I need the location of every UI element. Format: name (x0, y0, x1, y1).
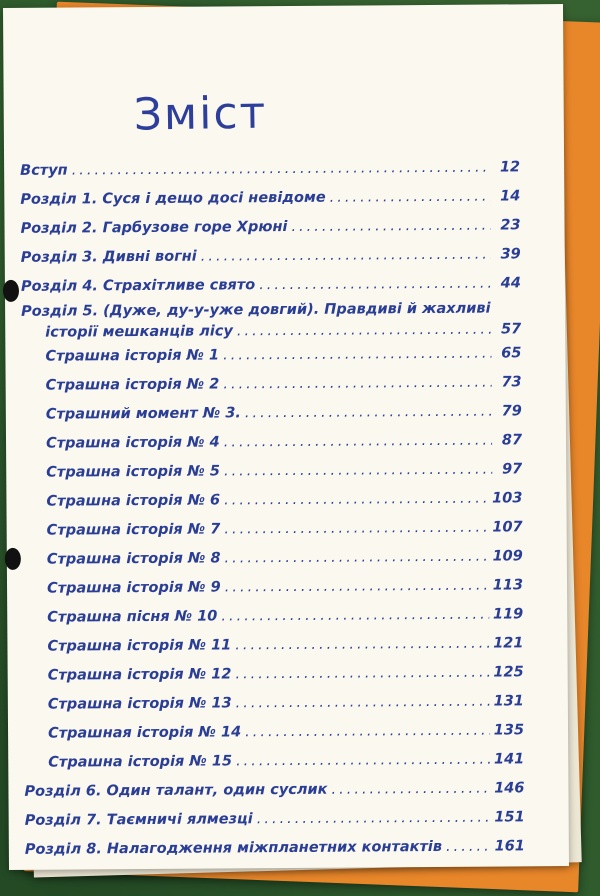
toc-entry-label: Страшна історія № 8 (46, 550, 221, 568)
toc-entry-chapter-2[interactable] (20, 217, 520, 242)
toc-entry-moment-3[interactable] (46, 403, 522, 428)
toc-entry-page: 79 (501, 403, 522, 420)
dot-leader (291, 218, 490, 235)
toc-entry-page: 141 (493, 751, 525, 768)
toc-entry-page: 103 (492, 490, 523, 507)
toc-entry-story-13[interactable] (48, 693, 524, 718)
toc-entry-label: Страшна історія № 5 (46, 463, 220, 481)
binder-hole-bottom (5, 548, 21, 570)
toc-entry-chapter-6[interactable] (24, 780, 524, 805)
dot-leader (223, 375, 491, 393)
toc-entry-label: Страшна пісня № 10 (47, 608, 218, 626)
page-title: Зміст (133, 87, 268, 141)
dot-leader (259, 276, 491, 294)
dot-leader (224, 462, 492, 480)
dot-leader (72, 160, 491, 179)
dot-leader (201, 247, 491, 265)
binder-hole-top (3, 280, 19, 302)
toc-entry-page: 107 (492, 519, 523, 536)
toc-entry-page: 146 (494, 780, 525, 797)
toc-entry-label: Розділ 4. Страхітливе свято (20, 277, 256, 295)
toc-entry-label: Страшна історія № 11 (47, 637, 232, 655)
toc-entry-page: 109 (492, 548, 523, 565)
toc-entry-story-5[interactable] (46, 461, 522, 486)
dot-leader (237, 322, 491, 340)
toc-entry-label: Розділ 3. Дивні вогні (20, 248, 197, 266)
toc-entry-page: 135 (493, 722, 525, 739)
toc-entry-page: 121 (493, 635, 524, 652)
toc-entry-page: 65 (501, 345, 522, 362)
toc-entry-chapter-3[interactable] (21, 246, 521, 271)
toc-entry-story-14[interactable] (48, 722, 524, 747)
dot-leader (235, 665, 489, 683)
dot-leader (224, 491, 488, 509)
toc-entry-page: 57 (501, 321, 522, 338)
toc-entry-story-6[interactable] (46, 490, 522, 515)
dot-leader (224, 549, 488, 567)
toc-entry-chapter-1[interactable] (20, 188, 520, 213)
toc-entry-label: Страшна історія № 4 (45, 434, 220, 452)
toc-entry-page: 125 (493, 664, 524, 681)
dot-leader (446, 839, 491, 855)
dot-leader (225, 578, 489, 596)
toc-entry-page: 87 (501, 432, 523, 449)
toc-entry-label: Розділ 6. Один талант, один суслик (24, 781, 328, 800)
toc-entry-label: Страшна історія № 13 (47, 695, 232, 713)
dot-leader (223, 346, 491, 364)
dot-leader (224, 433, 492, 451)
toc-entry-page: 161 (494, 838, 525, 855)
dot-leader (257, 810, 491, 828)
toc-entry-story-7[interactable] (47, 519, 523, 544)
toc-entry-page: 113 (492, 577, 524, 594)
toc-entry-page: 119 (492, 606, 524, 623)
toc-entry-label: Страшний момент № 3. (45, 405, 241, 423)
toc-entry-label: Вступ (20, 162, 68, 179)
toc-entry-chapter-4[interactable] (21, 275, 521, 300)
toc-entry-song-10[interactable] (47, 606, 523, 631)
toc-entry-story-1[interactable] (45, 345, 521, 370)
toc-entry-story-4[interactable] (46, 432, 522, 457)
toc-entry-story-8[interactable] (47, 548, 523, 573)
toc-entry-chapter-8[interactable] (25, 838, 525, 863)
toc-entry-page: 44 (500, 275, 521, 292)
toc-entry-label: Страшна історія № 9 (46, 579, 221, 597)
toc-entry-label: Страшна історія № 12 (47, 666, 232, 684)
dot-leader (245, 723, 490, 741)
dot-leader (330, 189, 491, 206)
toc-entry-page: 131 (493, 693, 524, 710)
toc-entry-label: Страшна історія № 7 (46, 521, 221, 539)
toc-entry-label: Страшна історія № 15 (48, 753, 233, 771)
toc-entry-label-continued: історії мешканців лісу (45, 323, 233, 341)
toc-entry-story-12[interactable] (48, 664, 524, 689)
toc-entry-page: 39 (500, 246, 521, 263)
toc-entry-story-11[interactable] (47, 635, 523, 660)
toc-entry-chapter-7[interactable] (25, 809, 525, 834)
toc-entry-story-2[interactable] (46, 374, 522, 399)
toc-entry-story-9[interactable] (47, 577, 523, 602)
toc-entry-intro[interactable] (20, 159, 520, 184)
toc-entry-page: 151 (494, 809, 525, 826)
toc-entry-page: 23 (500, 217, 521, 234)
toc-entry-label: Страшна історія № 6 (46, 492, 221, 510)
dot-leader (235, 636, 489, 654)
toc-entry-label: Страшна історія № 2 (45, 376, 220, 394)
dot-leader (236, 752, 490, 770)
toc-entry-label: Страшная історія № 14 (48, 724, 242, 742)
contents-page (3, 4, 569, 870)
toc-entry-label: Страшна історія № 1 (45, 347, 220, 365)
toc-entry-label: Розділ 2. Гарбузове горе Хрюні (20, 218, 288, 237)
toc-entry-label: Розділ 8. Налагодження міжпланетних контактів (24, 838, 443, 858)
toc-entry-label: Розділ 1. Суся і дещо досі невідоме (20, 189, 326, 208)
dot-leader (331, 781, 490, 798)
dot-leader (245, 404, 492, 422)
dot-leader (236, 694, 490, 712)
toc-entry-page: 73 (501, 374, 522, 391)
toc-entry-story-15[interactable] (48, 751, 524, 776)
table-of-contents (20, 159, 525, 858)
toc-entry-chapter-5[interactable] (45, 321, 521, 346)
dot-leader (221, 607, 489, 625)
dot-leader (224, 520, 488, 538)
toc-entry-label: Розділ 7. Таємничі ялмезці (24, 811, 253, 829)
toc-entry-page: 97 (501, 461, 523, 478)
toc-entry-page: 12 (499, 159, 521, 176)
toc-entry-page: 14 (500, 188, 521, 205)
toc-entry-label: Розділ 5. (Дуже, ду-у-уже довгий). Правдиві й жахливі (21, 300, 491, 320)
